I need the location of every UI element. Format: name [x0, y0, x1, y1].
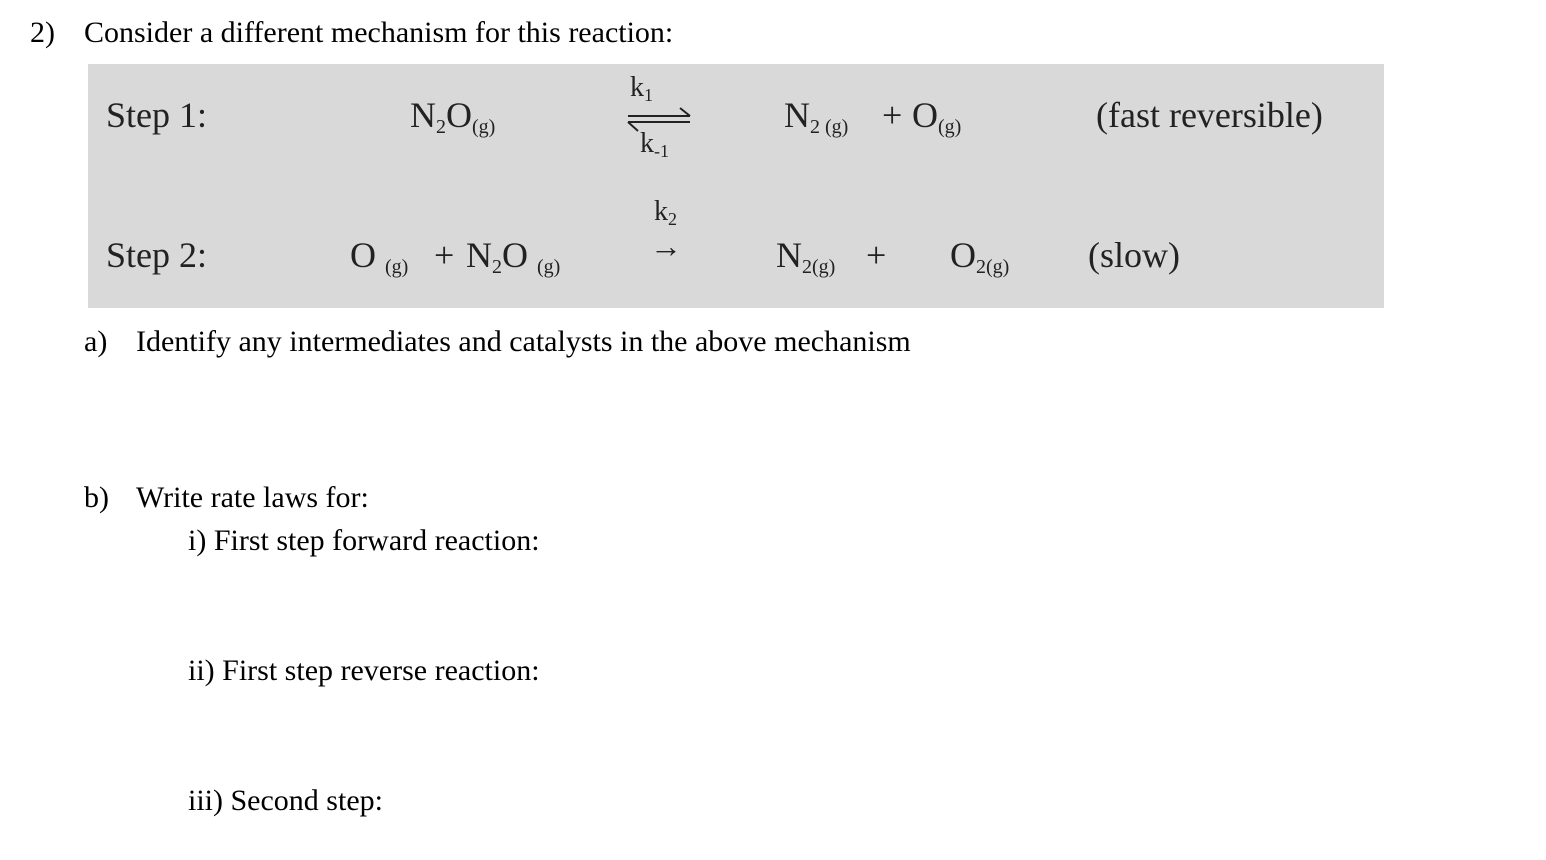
step2-product2: $O_{2(g)}$ [950, 235, 1010, 278]
step2-note: (slow) [1088, 235, 1180, 275]
step2-k: $k_2$ [654, 196, 677, 229]
step2-reactant2: $N_2O$ (g) [466, 235, 561, 278]
step1-product2: O(g) [912, 95, 962, 138]
part-b-item-3: iii) Second step: [188, 784, 383, 817]
question-prompt: Consider a different mechanism for this reaction: [84, 16, 674, 49]
step2-label: Step 2: [106, 235, 208, 275]
step1-k-forward: $k_1$ [630, 72, 653, 105]
step1-reactant: $N_2O(g)$ [410, 95, 496, 138]
step2-product1: $N_{2(g)}$ [776, 235, 836, 278]
part-b-item-2: ii) First step reverse reaction: [188, 654, 540, 687]
part-a-letter: a) [84, 325, 108, 358]
part-b-item-1: i) First step forward reaction: [188, 524, 540, 557]
part-b-letter: b) [84, 481, 109, 514]
step1-note: (fast reversible) [1096, 95, 1323, 135]
step1-k-reverse: $k_{-1}$ [640, 128, 669, 161]
step2-arrow-icon: → [650, 228, 682, 264]
question-number: 2) [30, 16, 55, 49]
step1-product1: $N_{2 (g)}$ [784, 95, 849, 138]
step1-label: Step 1: [106, 95, 208, 135]
step1-plus: + [882, 95, 903, 135]
step2-plus2: + [866, 235, 887, 275]
step2-plus1: + [434, 235, 455, 275]
part-b-text: Write rate laws for: [136, 481, 369, 514]
step2-reactant1: O (g) [350, 235, 409, 278]
part-a-text: Identify any intermediates and catalysts in the above mechanism [136, 325, 911, 358]
